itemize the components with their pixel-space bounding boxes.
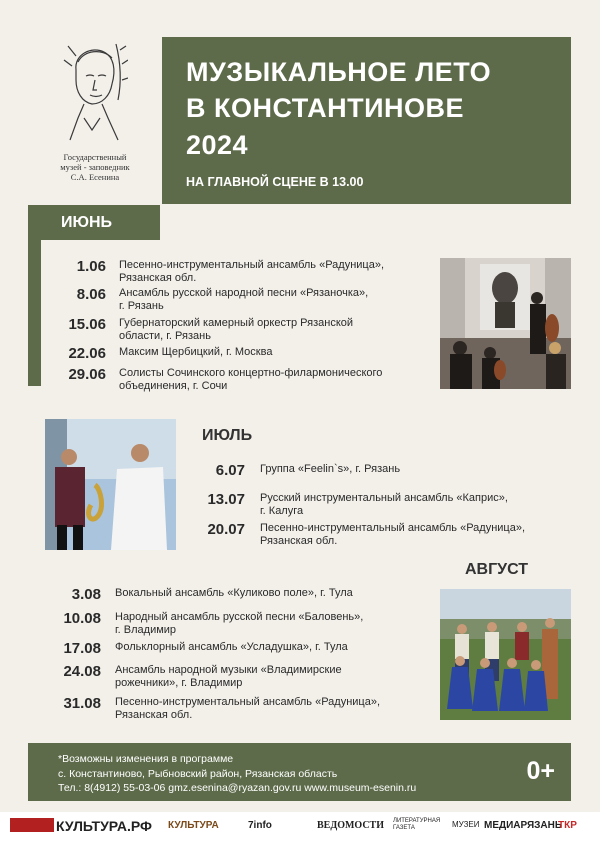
page-title-line: В КОНСТАНТИНОВЕ [186, 93, 465, 123]
event-description [119, 317, 353, 342]
event-text: Фольклорный ансамбль «Усладушка», г. Тула [115, 641, 348, 653]
event-text: объединения, г. Сочи [119, 379, 228, 392]
event-text: Песенно-инструментальный ансамбль «Радуница», [115, 696, 381, 708]
museum-name-line: Государственный [63, 152, 127, 162]
event-text: Песенно-инструментальный ансамбль «Радуница», [119, 259, 385, 271]
sponsor-logo: КУЛЬТУРА.РФ [56, 818, 153, 834]
museum-name-line: С.А. Есенина [70, 172, 120, 182]
event-date: 31.08 [63, 695, 101, 712]
sponsor-logo: МУЗЕИ [452, 820, 480, 829]
sponsor-logo-badge [10, 818, 54, 832]
page-subtitle: НА ГЛАВНОЙ СЦЕНЕ В 13.00 [186, 175, 364, 189]
event-text: г. Владимир [115, 623, 177, 636]
sponsor-logo: МЕДИАРЯЗАНЬ [484, 820, 563, 831]
event-text: Губернаторский камерный оркестр Рязанской [119, 317, 354, 329]
museum-logo [40, 40, 150, 190]
event-date: 17.08 [63, 640, 101, 657]
month-label-july: ИЮЛЬ [202, 427, 253, 444]
event-text: Рязанская обл. [119, 271, 197, 284]
event-description [115, 611, 363, 636]
folk-ensemble-photo [440, 589, 571, 720]
event-text: Максим Щербицкий, г. Москва [119, 346, 273, 358]
event-text: г. Рязань [119, 299, 164, 312]
event-description [119, 346, 272, 359]
event-text: Народный ансамбль русской песни «Баловень», [115, 611, 364, 623]
sponsor-logo: ТКР [558, 820, 577, 831]
title-banner [162, 37, 571, 204]
sponsor-logo: ЛИТЕРАТУРНАЯ ГАЗЕТА [393, 818, 441, 831]
event-text: Рязанская обл. [115, 708, 193, 721]
event-text: Русский инструментальный ансамбль «Каприс», [260, 492, 508, 504]
month-label-june: ИЮНЬ [61, 214, 113, 231]
event-description [115, 664, 342, 689]
event-description [260, 522, 525, 547]
event-text: Группа «Feelin`s», г. Рязань [260, 463, 401, 475]
month-label-august: АВГУСТ [465, 561, 529, 578]
esenin-portrait-icon [62, 40, 128, 144]
address: с. Константиново, Рыбновский район, Рязанская область [58, 768, 338, 780]
event-text: Ансамбль народной музыки «Владимирские [115, 664, 342, 676]
sponsor-logo: 7info [248, 820, 272, 831]
event-date: 29.06 [68, 366, 106, 383]
sponsor-logo: КУЛЬТУРА [168, 820, 219, 831]
event-description [115, 587, 353, 600]
sponsor-logo: ВЕДОМОСТИ [317, 820, 385, 831]
program-change-note: *Возможны изменения в программе [58, 753, 234, 765]
event-date: 22.06 [68, 345, 106, 362]
age-rating: 0+ [526, 757, 555, 785]
event-description [260, 463, 400, 476]
footer-info [28, 743, 571, 801]
event-description [115, 641, 348, 654]
event-date: 10.08 [63, 610, 101, 627]
event-description [119, 367, 382, 392]
event-text: Песенно-инструментальный ансамбль «Радуница», [260, 522, 526, 534]
event-date: 13.07 [207, 491, 245, 508]
event-text: Ансамбль русской народной песни «Рязаночка», [119, 287, 369, 299]
event-text: рожечники», г. Владимир [115, 676, 243, 689]
event-description [115, 696, 380, 721]
event-date: 8.06 [76, 286, 106, 303]
event-description [119, 259, 384, 284]
event-text: области, г. Рязань [119, 329, 211, 342]
event-description [260, 492, 508, 517]
event-date: 6.07 [215, 462, 245, 479]
orchestra-photo [440, 258, 571, 389]
page-title-line: МУЗЫКАЛЬНОЕ ЛЕТО [186, 57, 492, 87]
museum-name-line: музей - заповедник [60, 162, 130, 172]
event-text: Рязанская обл. [260, 534, 338, 547]
event-date: 20.07 [207, 521, 245, 538]
event-date: 24.08 [63, 663, 101, 680]
event-text: Солисты Сочинского концертно-филармонического [119, 367, 383, 379]
event-date: 3.08 [71, 586, 101, 603]
event-date: 1.06 [76, 258, 106, 275]
sponsor-logos [0, 812, 600, 847]
event-date: 15.06 [68, 316, 106, 333]
event-description [119, 287, 368, 312]
event-text: Вокальный ансамбль «Куликово поле», г. Тула [115, 587, 353, 599]
event-text: г. Калуга [260, 504, 304, 517]
contacts: Тел.: 8(4912) 55-03-06 gmz.esenina@ryazan.gov.ru www.museum-esenin.ru [58, 782, 417, 794]
page-title-year: 2024 [186, 130, 249, 160]
